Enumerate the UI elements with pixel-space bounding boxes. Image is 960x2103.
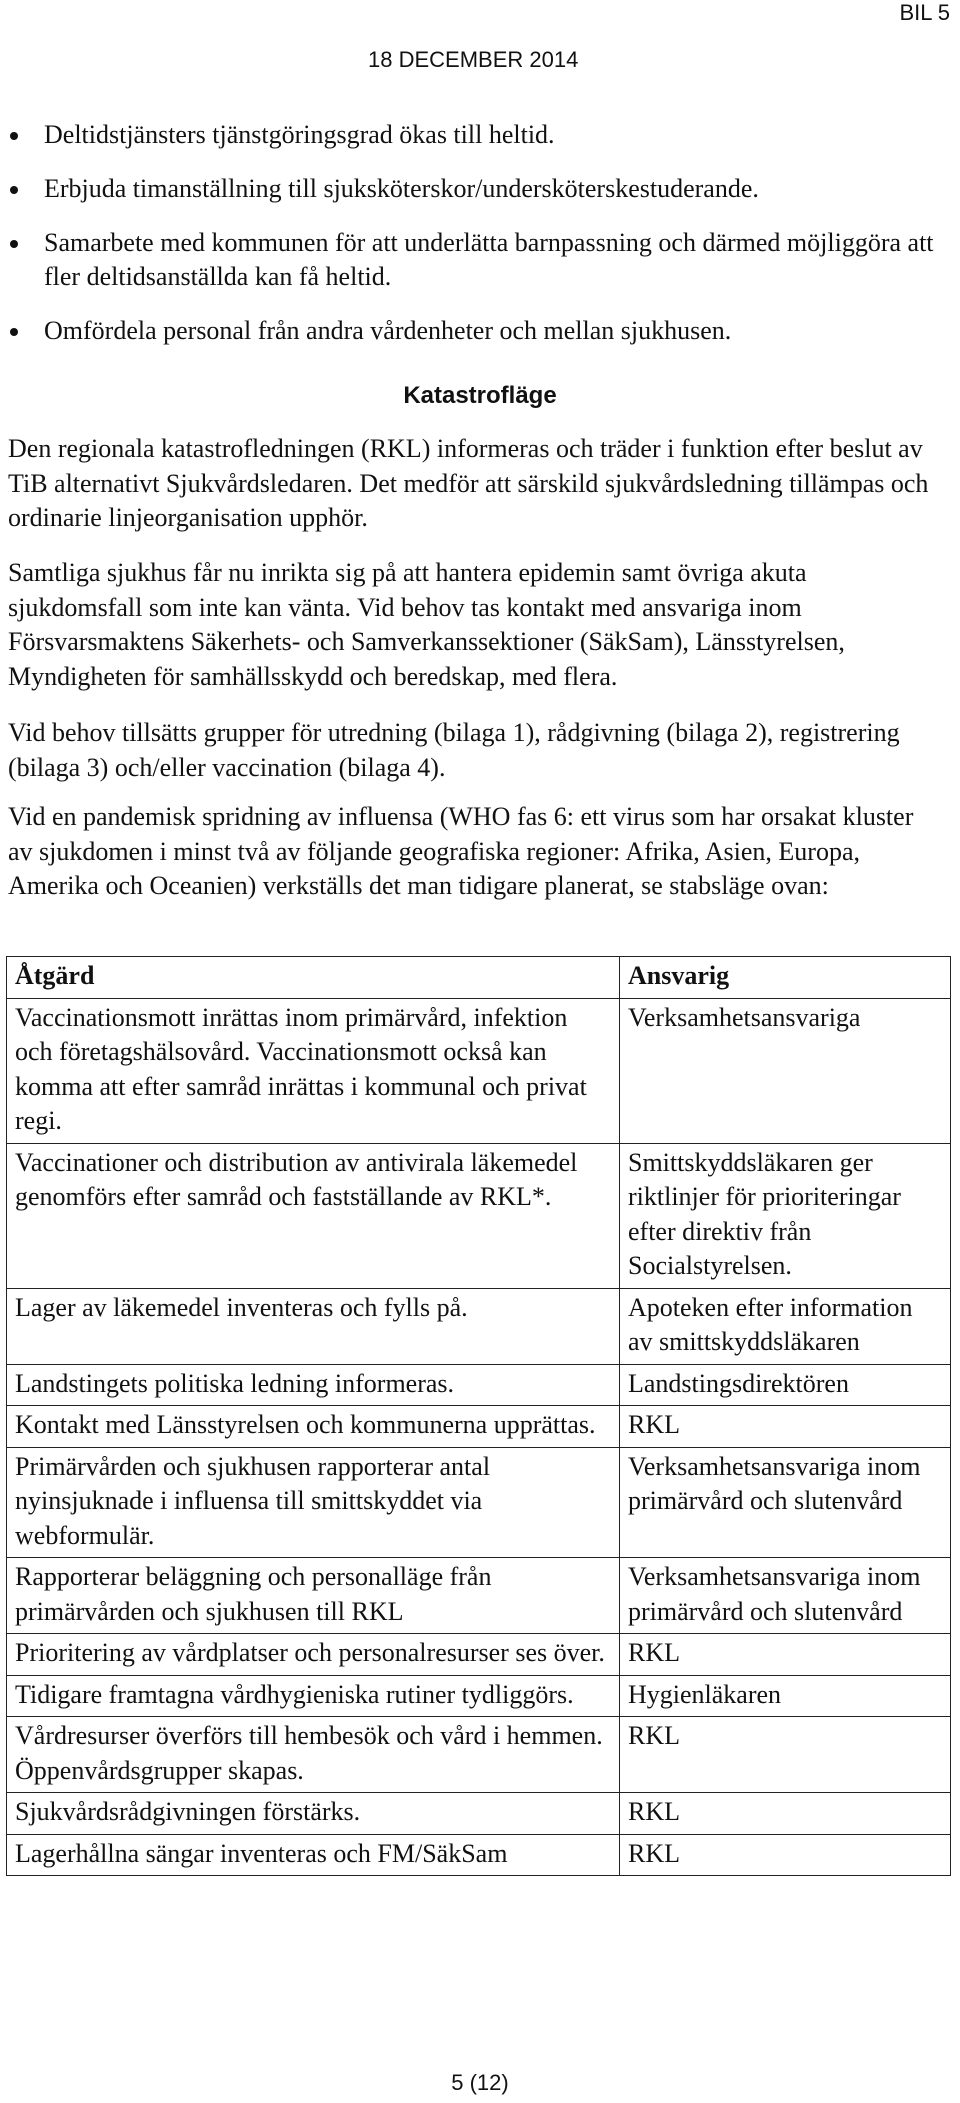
table-row <box>7 1834 951 1876</box>
action-cell: Vårdresurser överförs till hembesök och vård i hemmen. Öppenvårdsgrupper skapas. <box>7 1717 620 1793</box>
paragraph: Den regionala katastrofledningen (RKL) informeras och träder i funktion efter beslut av TiB alternativt Sjukvårdsledaren. Det medför att särskild sjukvårdsledning tillämpas och ordinarie linjeorganisation upphör. <box>8 434 929 532</box>
responsible-cell: Hygienläkaren <box>620 1675 951 1717</box>
table-header-row <box>7 957 951 999</box>
table-row <box>7 1793 951 1835</box>
responsible-cell: RKL <box>620 1406 951 1448</box>
column-header-action: Åtgärd <box>7 957 620 999</box>
bullet-text: Samarbete med kommunen för att underlätta barnpassning och därmed möjliggöra att fler deltidsanställda kan få heltid. <box>44 228 934 291</box>
paragraph: Samtliga sjukhus får nu inrikta sig på att hantera epidemin samt övriga akuta sjukdomsfall som inte kan vänta. Vid behov tas kontakt med ansvariga inom Försvarsmaktens Säkerhets- och Samverkanssektioner (SäkSam), Länsstyrelsen, Myndigheten för samhällsskydd och beredskap, med flera. <box>8 558 845 691</box>
responsible-cell: RKL <box>620 1634 951 1676</box>
bullet-item <box>0 118 960 152</box>
bullet-text: Omfördela personal från andra vårdenheter och mellan sjukhusen. <box>44 316 732 345</box>
bullet-item <box>0 314 960 348</box>
action-cell: Lagerhållna sängar inventeras och FM/SäkSam <box>7 1834 620 1876</box>
bullet-dot-icon <box>10 328 18 336</box>
bullet-text: Erbjuda timanställning till sjuksköterskor/undersköterskestuderande. <box>44 174 759 203</box>
bullet-item <box>0 172 960 206</box>
page-number: 5 (12) <box>451 2070 509 2095</box>
table-row <box>7 1406 951 1448</box>
action-cell: Tidigare framtagna vårdhygieniska rutiner tydliggörs. <box>7 1675 620 1717</box>
responsible-cell: Smittskyddsläkaren ger riktlinjer för prioriteringar efter direktiv från Socialstyrelsen. <box>620 1143 951 1288</box>
table-row <box>7 1634 951 1676</box>
action-cell: Vaccinationsmott inrättas inom primärvård, infektion och företagshälsovård. Vaccinationsmott också kan komma att efter samråd inrättas i kommunal och privat regi. <box>7 998 620 1143</box>
table-row <box>7 1558 951 1634</box>
action-cell: Vaccinationer och distribution av antivirala läkemedel genomförs efter samråd och fastställande av RKL*. <box>7 1143 620 1288</box>
bullet-dot-icon <box>10 132 18 140</box>
bullet-dot-icon <box>10 186 18 194</box>
document-date: 18 DECEMBER 2014 <box>368 47 579 72</box>
responsible-cell: RKL <box>620 1834 951 1876</box>
table-row <box>7 1675 951 1717</box>
table-row <box>7 1364 951 1406</box>
responsible-cell: RKL <box>620 1717 951 1793</box>
responsible-cell: Landstingsdirektören <box>620 1364 951 1406</box>
action-cell: Kontakt med Länsstyrelsen och kommunerna upprättas. <box>7 1406 620 1448</box>
table-row <box>7 1288 951 1364</box>
action-cell: Primärvården och sjukhusen rapporterar antal nyinsjuknade i influensa till smittskyddet via webformulär. <box>7 1447 620 1558</box>
responsible-cell: Apoteken efter information av smittskyddsläkaren <box>620 1288 951 1364</box>
action-cell: Prioritering av vårdplatser och personalresurser ses över. <box>7 1634 620 1676</box>
bullet-dot-icon <box>10 240 18 248</box>
responsible-cell: Verksamhetsansvariga inom primärvård och slutenvård <box>620 1447 951 1558</box>
action-cell: Landstingets politiska ledning informeras. <box>7 1364 620 1406</box>
responsible-cell: Verksamhetsansvariga <box>620 998 951 1143</box>
paragraph: Vid en pandemisk spridning av influensa (WHO fas 6: ett virus som har orsakat kluster av sjukdomen i minst två av följande geografiska regioner: Afrika, Asien, Europa, Amerika och Oceanien) verkställs det man tidigare planerat, se stabsläge ovan: <box>8 802 914 900</box>
section-heading: Katastrofläge <box>403 382 557 409</box>
bullet-text: Deltidstjänsters tjänstgöringsgrad ökas till heltid. <box>44 120 555 149</box>
paragraph: Vid behov tillsätts grupper för utredning (bilaga 1), rådgivning (bilaga 2), registrering (bilaga 3) och/eller vaccination (bilaga 4). <box>8 718 900 782</box>
responsible-cell: Verksamhetsansvariga inom primärvård och slutenvård <box>620 1558 951 1634</box>
bullet-item <box>0 226 960 294</box>
action-cell: Sjukvårdsrådgivningen förstärks. <box>7 1793 620 1835</box>
responsible-cell: RKL <box>620 1793 951 1835</box>
table-row <box>7 1717 951 1793</box>
table-row <box>7 1143 951 1288</box>
appendix-label: BIL 5 <box>899 0 950 25</box>
action-cell: Lager av läkemedel inventeras och fylls på. <box>7 1288 620 1364</box>
measures-bullet-list <box>0 118 960 368</box>
column-header-responsible: Ansvarig <box>620 957 951 999</box>
table-row <box>7 1447 951 1558</box>
action-cell: Rapporterar beläggning och personalläge från primärvården och sjukhusen till RKL <box>7 1558 620 1634</box>
table-row <box>7 998 951 1143</box>
action-responsibility-table <box>6 956 951 1876</box>
